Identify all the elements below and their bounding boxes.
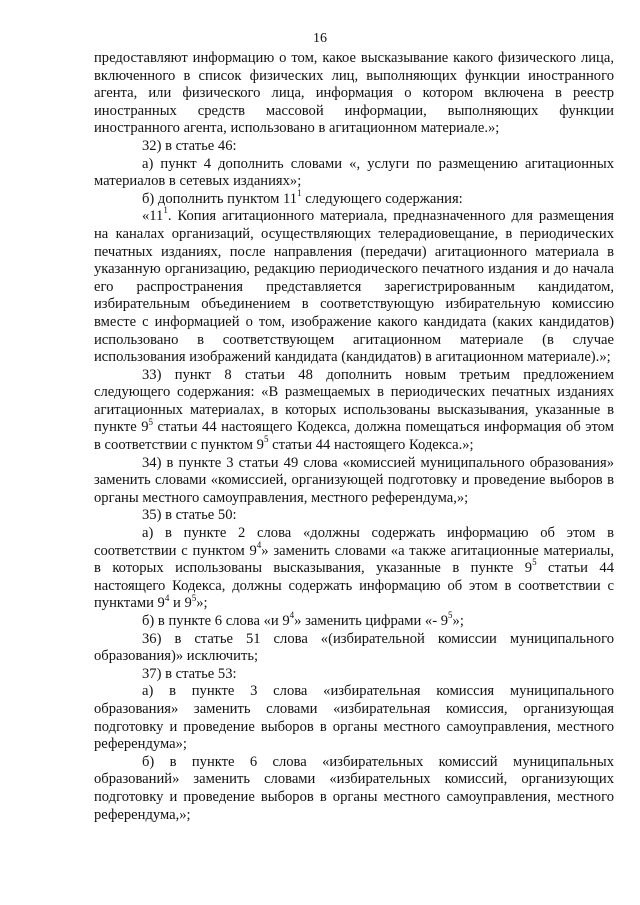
superscript: 1 xyxy=(163,205,168,216)
paragraph xyxy=(94,455,614,508)
text-run: а) в пункте 2 слова «должны содержать информацию об этом в соответствии с пунктом 9 xyxy=(94,525,614,559)
text-run: и 9 xyxy=(169,595,192,612)
text-run: б) дополнить пунктом 11 xyxy=(142,190,298,207)
paragraph xyxy=(94,631,614,666)
superscript: 4 xyxy=(256,539,262,550)
superscript: 5 xyxy=(448,610,453,621)
text-run: статьи 44 настоящего Кодекса, должна помещаться информация об этом в соответствии с пунктом 9 xyxy=(94,419,614,454)
text-run: »; xyxy=(196,595,208,612)
text-run: 34) в пункте 3 статьи 49 слова «комиссией муниципального образования» заменить словами «комиссией, организующей подготовку и проведение выборов в органы местного самоуправления, местного референдума,»; xyxy=(94,454,614,506)
text-run: б) в пункте 6 слова «и 9 xyxy=(142,613,290,629)
text-run: статьи 44 настоящего Кодекса, должны содержать информацию об этом в соответствии с пунктами 9 xyxy=(94,560,614,612)
paragraph xyxy=(94,666,614,684)
superscript: 1 xyxy=(297,187,302,198)
superscript: 5 xyxy=(148,416,153,427)
text-run: . Копия агитационного материала, предназначенного для размещения на каналах организаций, осуществляющих телерадиовещание, в периодических печатных изданиях, после направления (передачи) агитационного материала в указанную организацию, редакцию периодического печатного издания и до начала его распространения представляется зарегистрированным кандидатом, избирательным объединением в соответствующую избирательную комиссию вместе с информацией о том, изображение какого кандидата (каких кандидатов) использовано в соответствующем агитационном материале (в случае использования изображений кандидата (кандидатов) в агитационном материале).»; xyxy=(94,208,614,366)
paragraph xyxy=(94,156,614,191)
text-run: предоставляют информацию о том, какое высказывание какого физического лица, включенного в список физических лиц, выполняющих функции иностранного агента, или физического лица, информация о котором включена в реестр иностранных средств массовой информации, выполняющих функции иностранного агента, использовано в агитационном материале.»; xyxy=(94,50,614,137)
text-run: 35) в статье 50: xyxy=(142,507,237,524)
paragraph xyxy=(94,205,614,366)
paragraph xyxy=(94,507,614,525)
paragraph xyxy=(94,610,614,631)
paragraph xyxy=(94,138,614,156)
text-run: 33) пункт 8 статьи 48 дополнить новым третьим предложением следующего содержания: «В размещаемых в периодических печатных изданиях агитационных материалах, в которых использованы высказывания, указанные в пункте 9 xyxy=(94,366,614,436)
paragraph xyxy=(94,683,614,753)
text-run: » заменить цифрами «- 9 xyxy=(294,613,449,629)
paragraph xyxy=(94,754,614,824)
text-run: а) в пункте 3 слова «избирательная комиссия муниципального образования» заменить словами «избирательная комиссия, организующая подготовку и проведение выборов в органы местного самоуправления, местного референдума»; xyxy=(94,683,614,753)
superscript: 5 xyxy=(191,592,197,603)
text-run: б) в пункте 6 слова «избирательных комиссий муниципальных образований» заменить словами «избирательных комиссий, организующих подготовку и проведение выборов в органы местного самоуправления, местного референдума,»; xyxy=(94,753,614,823)
text-run: статьи 44 настоящего Кодекса.»; xyxy=(268,437,474,454)
text-run: следующего содержания: xyxy=(301,190,463,207)
text-run: 32) в статье 46: xyxy=(142,137,237,154)
superscript: 4 xyxy=(164,592,170,603)
document-body xyxy=(94,50,614,824)
text-run: » заменить словами «а также агитационные материалы, в которых использованы высказывания, указанные в пункте 9 xyxy=(94,542,614,577)
superscript: 5 xyxy=(532,557,537,568)
text-run: »; xyxy=(452,613,464,629)
text-run: 36) в статье 51 слова «(избирательной комиссии муниципального образования)» исключить; xyxy=(94,630,614,665)
text-run: 37) в статье 53: xyxy=(142,665,237,682)
superscript: 5 xyxy=(263,434,269,445)
page-number: 16 xyxy=(313,31,327,46)
paragraph xyxy=(94,50,614,138)
text-run: «11 xyxy=(142,208,164,225)
paragraph xyxy=(94,525,614,613)
text-run: а) пункт 4 дополнить словами «, услуги по размещению агитационных материалов в сетевых изданиях»; xyxy=(94,155,614,190)
paragraph xyxy=(94,367,614,455)
paragraph xyxy=(94,187,614,209)
superscript: 4 xyxy=(289,610,295,621)
